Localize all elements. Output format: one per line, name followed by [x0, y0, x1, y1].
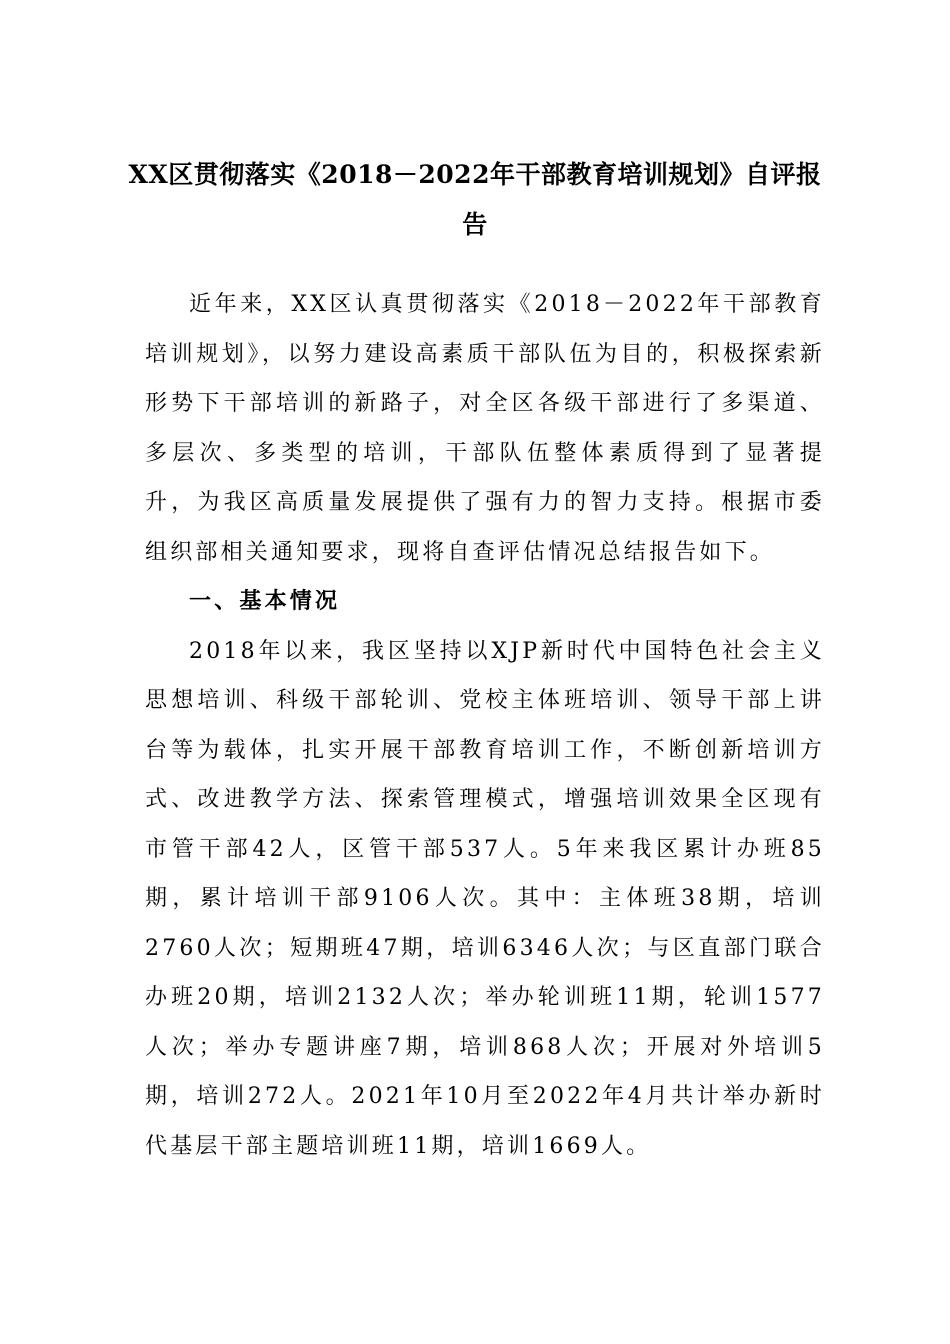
title-line-1: XX区贯彻落实《2018－2022年干部教育培训规划》自评报	[128, 160, 822, 189]
intro-paragraph: 近年来，XX区认真贯彻落实《2018－2022年干部教育培训规划》，以努力建设高素质干部队伍为目的，积极探索新形势下干部培训的新路子，对全区各级干部进行了多渠道、多层次、多类型的培训，干部队伍整体素质得到了显著提升，为我区高质量发展提供了强有力的智力支持。根据市委组织部相关通知要求，现将自查评估情况总结报告如下。	[145, 292, 825, 565]
section-heading-basic-situation: 一、基本情况	[189, 589, 341, 614]
document-title	[120, 150, 830, 250]
title-line-2: 告	[462, 210, 488, 239]
basic-situation-paragraph: 2018年以来，我区坚持以XJP新时代中国特色社会主义思想培训、科级干部轮训、党校主体班培训、领导干部上讲台等为载体，扎实开展干部教育培训工作，不断创新培训方式、改进教学方法、探索管理模式，增强培训效果全区现有市管干部42人，区管干部537人。5年来我区累计办班85期，累计培训干部9106人次。其中：主体班38期，培训2760人次；短期班47期，培训6346人次；与区直部门联合办班20期，培训2132人次；举办轮训班11期，轮训1577人次；举办专题讲座7期，培训868人次；开展对外培训5期，培训272人。2021年10月至2022年4月共计举办新时代基层干部主题培训班11期，培训1669人。	[145, 638, 825, 1159]
document-body	[145, 280, 825, 1171]
